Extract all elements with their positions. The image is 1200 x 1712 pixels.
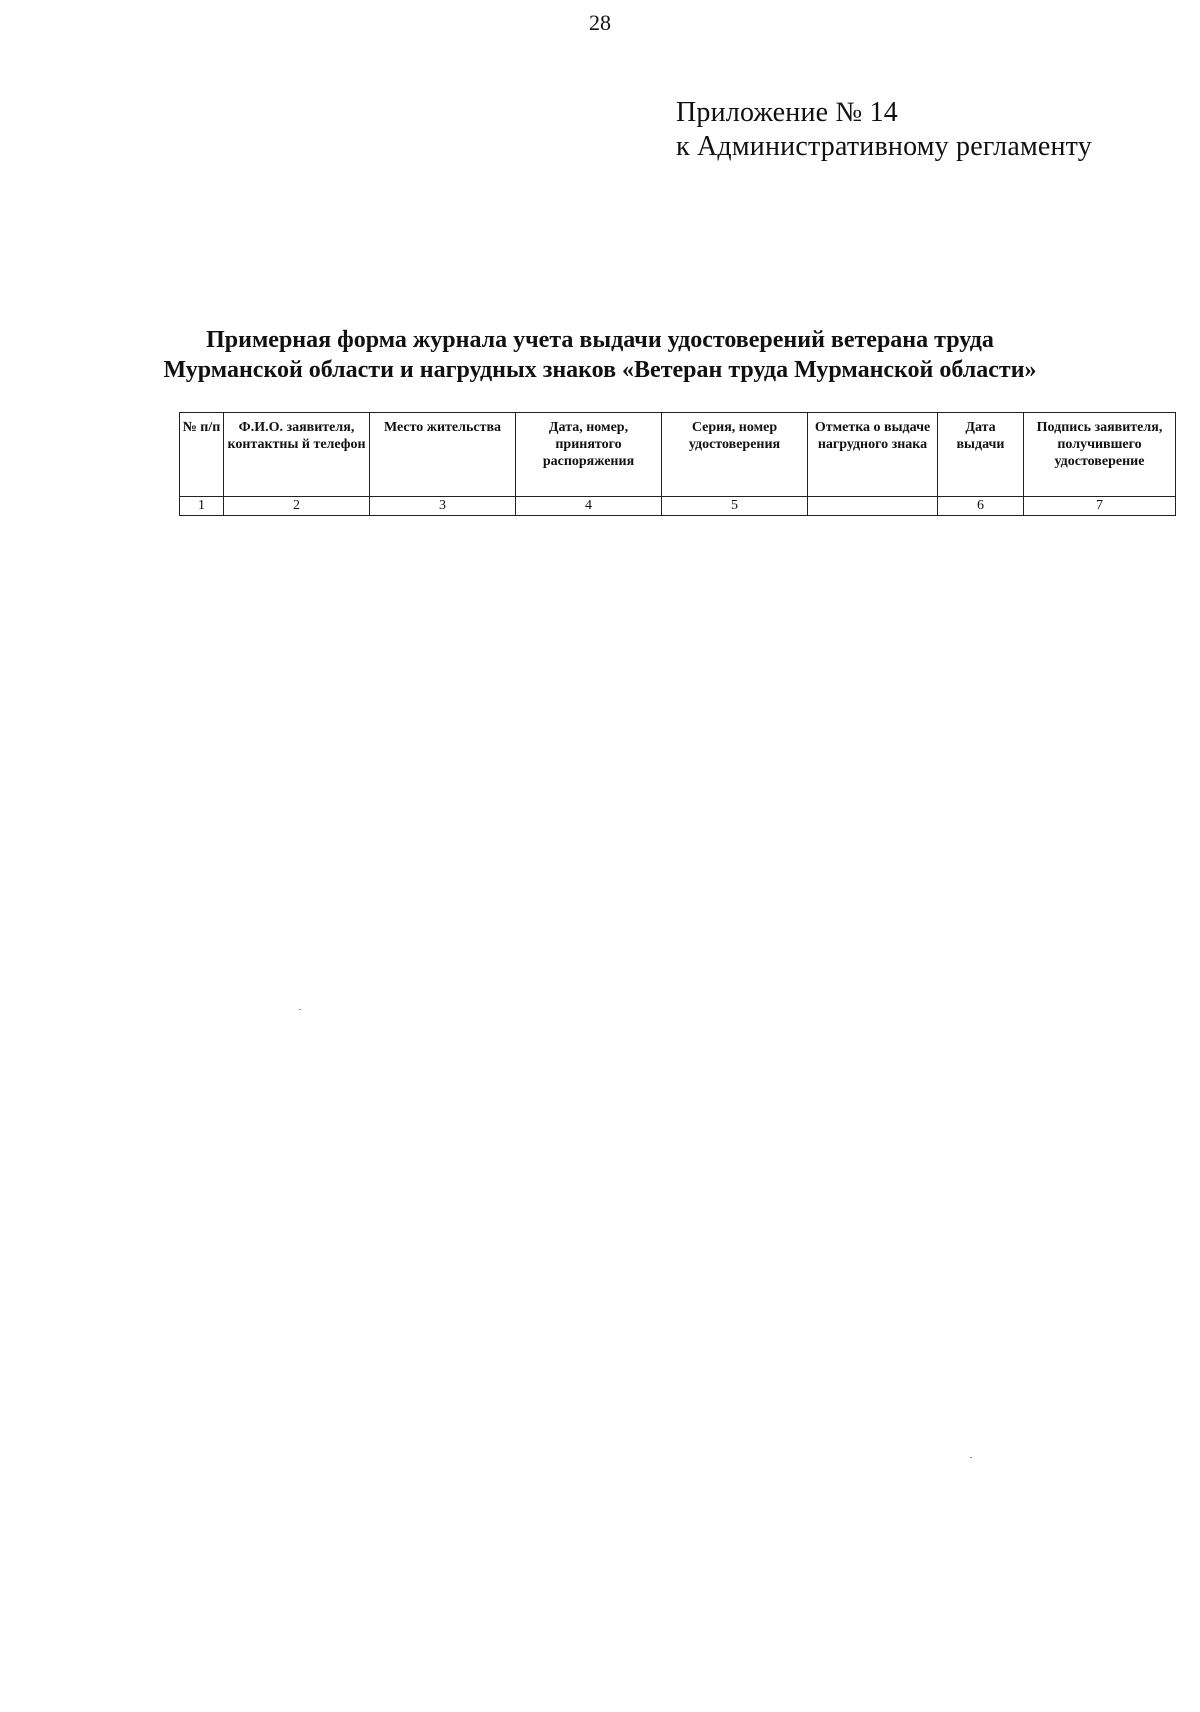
appendix-line-1: Приложение № 14	[676, 97, 898, 128]
header-cell-applicant-name: Ф.И.О. заявителя, контактны й телефон	[224, 413, 370, 497]
column-number-cell: 1	[180, 497, 224, 516]
column-number-cell: 7	[1024, 497, 1176, 516]
column-number-cell: 3	[370, 497, 516, 516]
column-number-cell: 5	[662, 497, 808, 516]
header-cell-residence: Место жительства	[370, 413, 516, 497]
header-cell-number: № п/п	[180, 413, 224, 497]
header-cell-signature: Подпись заявителя, получившего удостоверение	[1024, 413, 1176, 497]
scan-speck	[970, 1457, 972, 1458]
column-number-cell	[808, 497, 938, 516]
header-cell-order-date-number: Дата, номер, принятого распоряжения	[516, 413, 662, 497]
title-line-1: Примерная форма журнала учета выдачи удостоверений ветерана труда	[206, 327, 994, 353]
journal-table	[179, 412, 1176, 516]
column-number-cell: 6	[938, 497, 1024, 516]
column-number-row	[180, 497, 1176, 516]
appendix-heading	[676, 96, 1092, 164]
document-title	[150, 325, 1050, 385]
column-number-cell: 4	[516, 497, 662, 516]
scan-speck	[299, 1009, 301, 1010]
header-cell-certificate-series: Серия, номер удостоверения	[662, 413, 808, 497]
appendix-line-2: к Административному регламенту	[676, 131, 1092, 162]
table-header-row	[180, 413, 1176, 497]
column-number-cell: 2	[224, 497, 370, 516]
header-cell-badge-mark: Отметка о выдаче нагрудного знака	[808, 413, 938, 497]
title-line-2: Мурманской области и нагрудных знаков «Ветеран труда Мурманской области»	[163, 357, 1037, 383]
header-cell-issue-date: Дата выдачи	[938, 413, 1024, 497]
page-number: 28	[589, 10, 611, 35]
